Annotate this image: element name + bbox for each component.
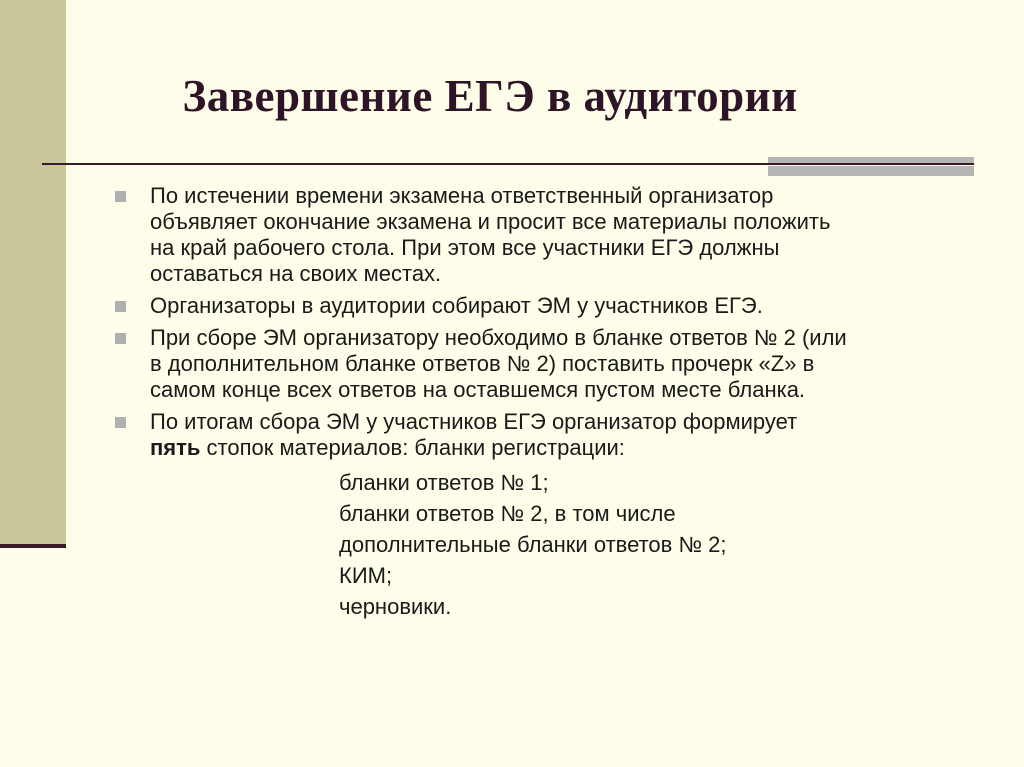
bullet-item-3 (112, 325, 982, 403)
slide-body (112, 183, 982, 622)
bullet-item-2 (112, 293, 982, 319)
bullet-line: в дополнительном бланке ответов № 2) поставить прочерк «Z» в (150, 351, 815, 376)
sublist-item: черновики. (339, 594, 452, 619)
bullet-line: оставаться на своих местах. (150, 261, 442, 286)
bullet-line: По итогам сбора ЭМ у участников ЕГЭ организатор формирует (150, 409, 798, 434)
sublist-item: КИМ; (339, 563, 393, 588)
bold-word: пять (150, 435, 201, 460)
left-bar-underline (0, 544, 66, 548)
bullet-line: При сборе ЭМ организатору необходимо в бланке ответов № 2 (или (150, 325, 847, 350)
sublist-item: бланки ответов № 1; (339, 470, 549, 495)
materials-sublist (339, 467, 982, 622)
accent-stripe-top (768, 157, 974, 163)
square-bullet-icon (115, 191, 126, 202)
sublist-item: бланки ответов № 2, в том числе (339, 501, 676, 526)
bullet-line: на край рабочего стола. При этом все участники ЕГЭ должны (150, 235, 780, 260)
bullet-line (150, 435, 982, 461)
slide-title: Завершение ЕГЭ в аудитории (182, 71, 798, 121)
bullet-line: Организаторы в аудитории собирают ЭМ у участников ЕГЭ. (150, 293, 763, 318)
title-accent (768, 157, 974, 177)
sublist-item: дополнительные бланки ответов № 2; (339, 532, 727, 557)
bullet-line: самом конце всех ответов на оставшемся пустом месте бланка. (150, 377, 806, 402)
bullet-item-4 (112, 409, 982, 461)
bullet-line: объявляет окончание экзамена и просит все материалы положить (150, 209, 831, 234)
accent-stripe-bottom (768, 166, 974, 176)
bullet-line-rest: стопок материалов: бланки регистрации: (200, 435, 625, 460)
bullet-line: По истечении времени экзамена ответственный организатор (150, 183, 774, 208)
square-bullet-icon (115, 333, 126, 344)
square-bullet-icon (115, 301, 126, 312)
square-bullet-icon (115, 417, 126, 428)
bullet-item-1 (112, 183, 982, 287)
